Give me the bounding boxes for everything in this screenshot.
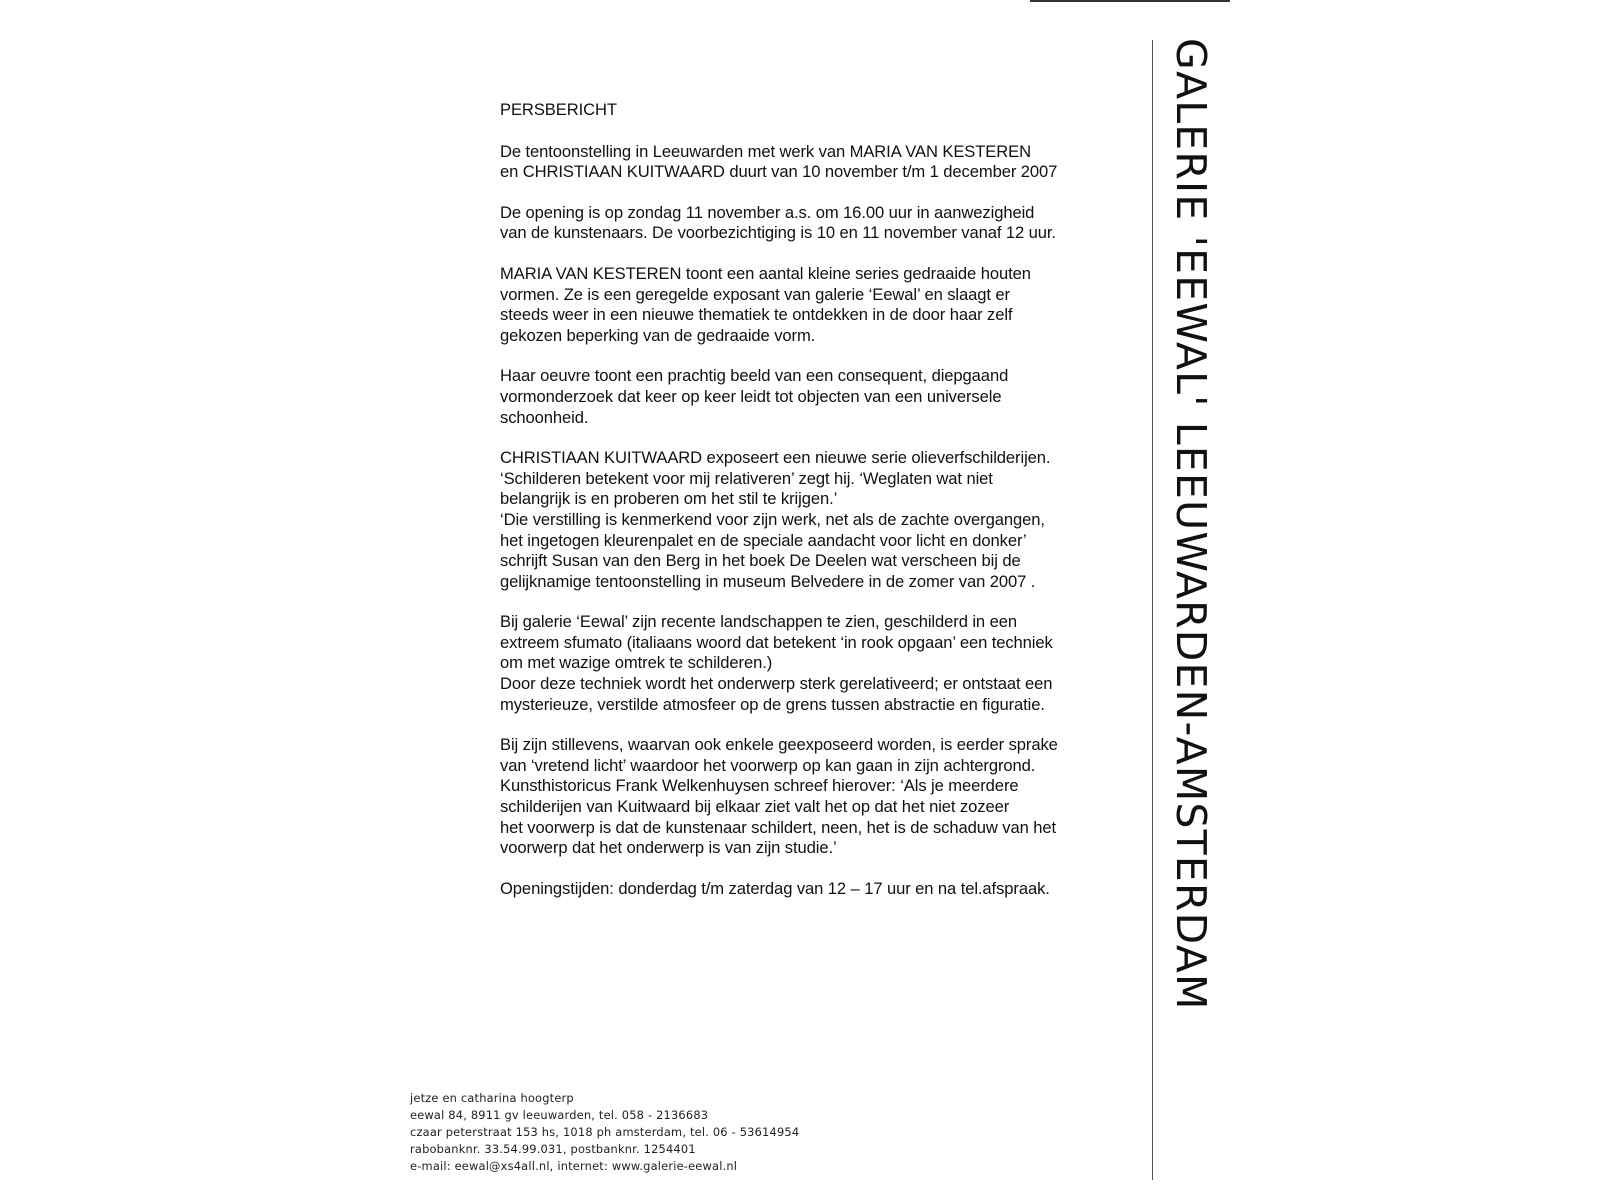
text-line: Door deze techniek wordt het onderwerp sterk gerelativeerd; er ontstaat een: [500, 674, 1053, 694]
press-release-heading: PERSBERICHT: [500, 100, 617, 119]
text-line: gekozen beperking van de gedraaide vorm.: [500, 325, 816, 345]
text-line: ‘Schilderen betekent voor mij relativeren’ zegt hij. ‘Weglaten wat niet: [500, 468, 993, 488]
footer-bank-numbers: rabobanknr. 33.54.99.031, postbanknr. 1254401: [410, 1142, 696, 1156]
paragraph-oeuvre: [500, 366, 1100, 428]
text-line: Haar oeuvre toont een prachtig beeld van een consequent, diepgaand: [500, 366, 1009, 386]
letterhead-footer: [410, 1090, 799, 1175]
text-line: Kunsthistoricus Frank Welkenhuysen schreef hierover: ‘Als je meerdere: [500, 776, 1019, 796]
text-line: De tentoonstelling in Leeuwarden met werk van MARIA VAN KESTEREN: [500, 141, 1031, 161]
text-line: De opening is op zondag 11 november a.s. om 16.00 uur in aanwezigheid: [500, 202, 1035, 222]
text-line: van ‘vretend licht’ waardoor het voorwerp op kan gaan in zijn achtergrond.: [500, 755, 1036, 775]
text-line: van de kunstenaars. De voorbezichtiging is 10 en 11 november vanaf 12 uur.: [500, 223, 1056, 243]
text-line: mysterieuze, verstilde atmosfeer op de grens tussen abstractie en figuratie.: [500, 694, 1045, 714]
paragraph-christiaan-kuitwaard: [500, 448, 1100, 592]
paragraph-landscapes: [500, 612, 1100, 715]
paragraph-opening-hours: [500, 879, 1100, 900]
text-line: schoonheid.: [500, 407, 589, 427]
text-line: vormonderzoek dat keer op keer leidt tot objecten van een universele: [500, 386, 1002, 406]
paragraph-still-lifes: [500, 735, 1100, 859]
text-line: ‘Die verstilling is kenmerkend voor zijn werk, net als de zachte overgangen,: [500, 509, 1045, 529]
text-line: gelijknamige tentoonstelling in museum Belvedere in de zomer van 2007 .: [500, 571, 1036, 591]
text-line: steeds weer in een nieuwe thematiek te ontdekken in de door haar zelf: [500, 305, 1013, 325]
gallery-name-text: GALERIE 'EEWAL' LEEUWARDEN-AMSTERDAM: [1167, 38, 1215, 1011]
text-line: het voorwerp is dat de kunstenaar schildert, neen, het is de schaduw van het: [500, 817, 1057, 837]
side-divider-rule: [1152, 40, 1153, 1180]
text-line: schilderijen van Kuitwaard bij elkaar ziet valt het op dat het niet zozeer: [500, 797, 1010, 817]
text-line: het ingetogen kleurenpalet en de speciale aandacht voor licht en donker’: [500, 530, 1027, 550]
footer-address-leeuwarden: eewal 84, 8911 gv leeuwarden, tel. 058 - 2136683: [410, 1108, 709, 1122]
text-line: Openingstijden: donderdag t/m zaterdag van 12 – 17 uur en na tel.afspraak.: [500, 878, 1050, 898]
footer-contact: e-mail: eewal@xs4all.nl, internet: www.galerie-eewal.nl: [410, 1159, 738, 1173]
text-line: vormen. Ze is een geregelde exposant van galerie ‘Eewal’ en slaagt er: [500, 284, 1010, 304]
text-line: om met wazige omtrek te schilderen.): [500, 653, 773, 673]
gallery-name-vertical: [1165, 38, 1217, 1183]
text-line: extreem sfumato (italiaans woord dat betekent ‘in rook opgaan’ een techniek: [500, 632, 1053, 652]
paragraph-maria-van-kesteren: [500, 264, 1100, 346]
text-line: en CHRISTIAAN KUITWAARD duurt van 10 november t/m 1 december 2007: [500, 162, 1058, 182]
text-line: MARIA VAN KESTEREN toont een aantal kleine series gedraaide houten: [500, 263, 1031, 283]
text-line: CHRISTIAAN KUITWAARD exposeert een nieuwe serie olieverfschilderijen.: [500, 448, 1051, 468]
text-line: schrijft Susan van den Berg in het boek De Deelen wat verscheen bij de: [500, 551, 1021, 571]
footer-names: jetze en catharina hoogterp: [410, 1091, 574, 1105]
text-line: voorwerp dat het onderwerp is van zijn studie.’: [500, 838, 837, 858]
paragraph-exhibition-dates: [500, 142, 1100, 183]
text-line: Bij galerie ‘Eewal’ zijn recente landschappen te zien, geschilderd in een: [500, 612, 1017, 632]
paragraph-opening: [500, 203, 1100, 244]
text-line: Bij zijn stillevens, waarvan ook enkele geexposeerd worden, is eerder sprake: [500, 735, 1058, 755]
press-release-body: [500, 100, 1100, 919]
top-edge-rule: [1030, 0, 1230, 2]
footer-address-amsterdam: czaar peterstraat 153 hs, 1018 ph amsterdam, tel. 06 - 53614954: [410, 1125, 800, 1139]
text-line: belangrijk is en proberen om het stil te krijgen.’: [500, 489, 838, 509]
